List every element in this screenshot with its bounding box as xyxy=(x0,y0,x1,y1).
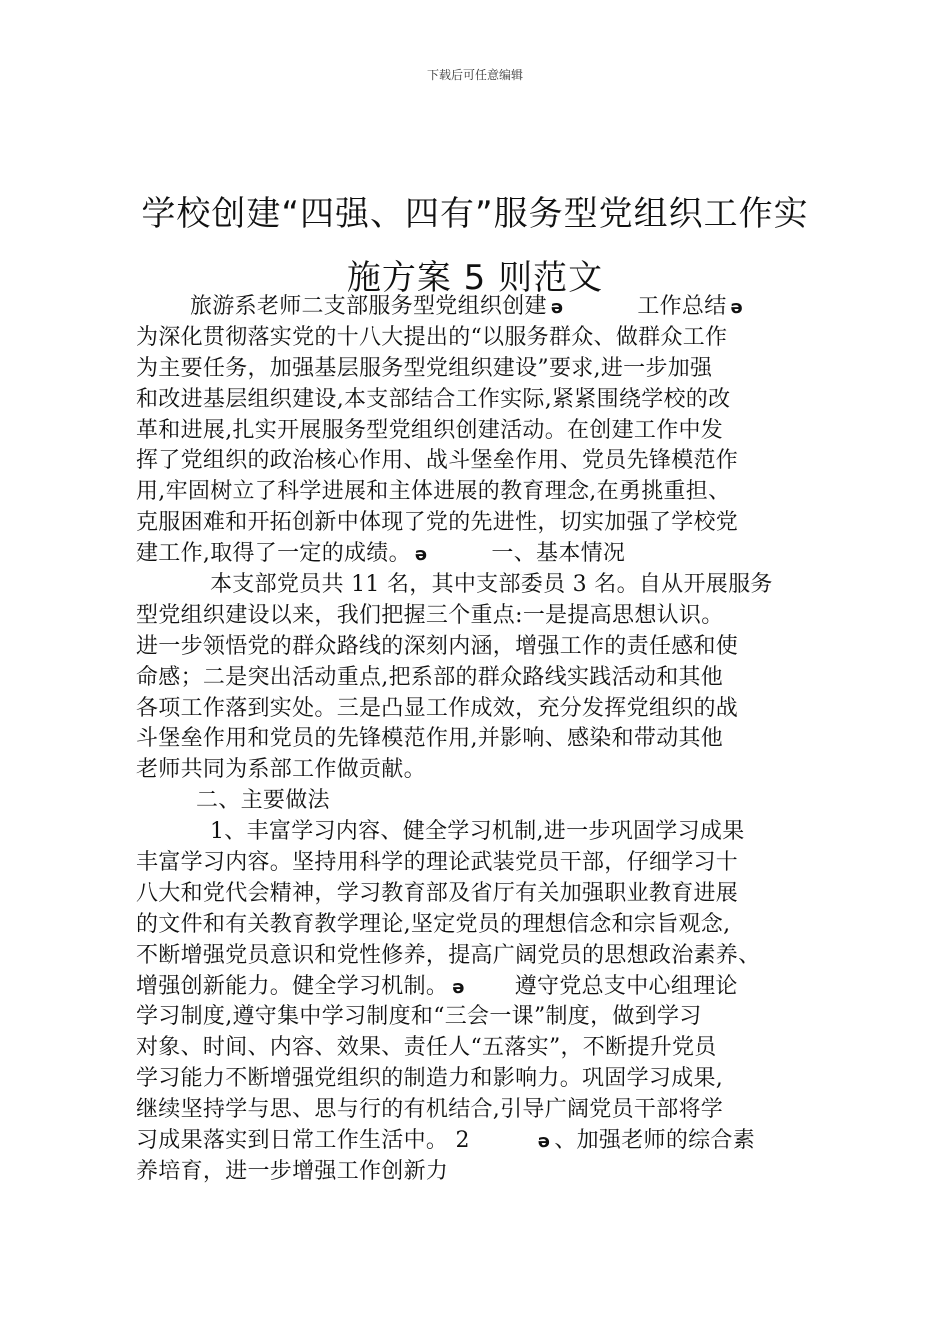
body-line xyxy=(136,972,836,1003)
body-text: 为主要任务，加强基层服务型党组织建设”要求,进一步加强 xyxy=(136,355,713,381)
body-line xyxy=(136,1033,836,1064)
body-text: 学习制度,遵守集中学习制度和“三会一课”制度，做到学习 xyxy=(136,1004,702,1030)
body-text: 1、丰富学习内容、健全学习机制,进一步巩固学习成果 xyxy=(210,819,745,845)
body-line xyxy=(136,786,836,817)
body-text: 二、主要做法 xyxy=(196,788,330,814)
body-text: 老师共同为系部工作做贡献。 xyxy=(136,757,426,783)
body-line xyxy=(136,1002,836,1033)
body-text: 的文件和有关教育教学理论,坚定党员的理想信念和宗旨观念, xyxy=(136,911,731,937)
body-text: 遵守党总支中心组理论 xyxy=(514,973,738,999)
document-title-line-1: 学校创建“四强、四有”服务型党组织工作实 xyxy=(141,194,809,234)
body-line xyxy=(136,910,836,941)
paragraph-mark-icon: ə xyxy=(550,297,564,318)
body-line xyxy=(136,323,836,354)
body-text: 一、基本情况 xyxy=(491,541,626,567)
body-text: 进一步领悟党的群众路线的深刻内涵，增强工作的责任感和使 xyxy=(136,633,739,659)
body-text: 斗堡垒作用和党员的先锋模范作用,并影响、感染和带动其他 xyxy=(136,726,724,752)
body-text: 八大和党代会精神，学习教育部及省厅有关加强职业教育进展 xyxy=(136,880,739,906)
body-line xyxy=(136,570,836,601)
body-text: 养培育，进一步增强工作创新力 xyxy=(136,1158,449,1184)
paragraph-mark-icon: ə xyxy=(452,976,465,998)
body-text: 各项工作落到实处。三是凸显工作成效，充分发挥党组织的战 xyxy=(136,695,739,721)
body-text: 用,牢固树立了科学进展和主体进展的教育理念,在勇挑重担、 xyxy=(136,479,731,505)
body-line xyxy=(136,601,836,632)
body-text: 丰富学习内容。坚持用科学的理论武装党员干部，仔细学习十 xyxy=(136,850,739,876)
body-text: 、加强老师的综合素 xyxy=(554,1128,756,1154)
paragraph-mark-icon: ə xyxy=(730,297,744,318)
body-line xyxy=(136,694,836,725)
body-text: 和改进基层组织建设,本支部结合工作实际,紧紧围绕学校的改 xyxy=(136,386,731,412)
body-text: 增强创新能力。健全学习机制。 xyxy=(136,973,449,999)
body-text: 型党组织建设以来，我们把握三个重点:一是提高思想认识。 xyxy=(136,602,724,628)
body-line xyxy=(136,817,836,848)
body-line xyxy=(136,385,836,416)
body-line xyxy=(136,446,836,477)
body-text: 习成果落实到日常工作生活中。 2 xyxy=(136,1128,470,1154)
body-text: 学习能力不断增强党组织的制造力和影响力。巩固学习成果, xyxy=(136,1066,724,1092)
body-text: 建工作,取得了一定的成绩。 xyxy=(136,541,411,567)
body-text: 旅游系老师二支部服务型党组织创建 xyxy=(190,294,547,319)
body-text: 命感；二是突出活动重点,把系部的群众路线实践活动和其他 xyxy=(136,664,724,690)
body-text: 革和进展,扎实开展服务型党组织创建活动。在创建工作中发 xyxy=(136,417,724,443)
body-text: 不断增强党员意识和党性修养，提高广阔党员的思想政治素养、 xyxy=(136,942,761,968)
body-line xyxy=(136,1064,836,1095)
body-line xyxy=(136,416,836,447)
body-text: 本支部党员共 11 名，其中支部委员 3 名。自从开展服务 xyxy=(210,572,773,598)
body-line xyxy=(136,879,836,910)
document-title-line-2: 施方案 5 则范文 xyxy=(346,258,604,298)
body-line xyxy=(136,508,836,539)
body-line xyxy=(136,292,836,323)
body-line xyxy=(136,477,836,508)
body-line xyxy=(136,1157,836,1188)
body-line xyxy=(136,724,836,755)
body-line xyxy=(136,848,836,879)
body-text: 工作总结 xyxy=(637,294,727,319)
body-line xyxy=(136,539,836,570)
body-text: 克服困难和开拓创新中体现了党的先进性，切实加强了学校党 xyxy=(136,510,739,536)
body-line xyxy=(136,1095,836,1126)
document-body xyxy=(136,292,836,1188)
paragraph-mark-icon: ə xyxy=(537,1131,551,1153)
body-line xyxy=(136,755,836,786)
body-line xyxy=(136,354,836,385)
body-text: 为深化贯彻落实党的十八大提出的“以服务群众、做群众工作 xyxy=(136,324,728,350)
body-line xyxy=(136,941,836,972)
body-line xyxy=(136,1126,836,1157)
header-note: 下载后可任意编辑 xyxy=(426,68,523,82)
body-text: 对象、时间、内容、效果、责任人“五落实”，不断提升党员 xyxy=(136,1035,717,1061)
body-line xyxy=(136,663,836,694)
body-line xyxy=(136,632,836,663)
body-text: 继续坚持学与思、思与行的有机结合,引导广阔党员干部将学 xyxy=(136,1097,724,1123)
paragraph-mark-icon: ə xyxy=(414,544,428,566)
body-text: 挥了党组织的政治核心作用、战斗堡垒作用、党员先锋模范作 xyxy=(136,448,739,474)
